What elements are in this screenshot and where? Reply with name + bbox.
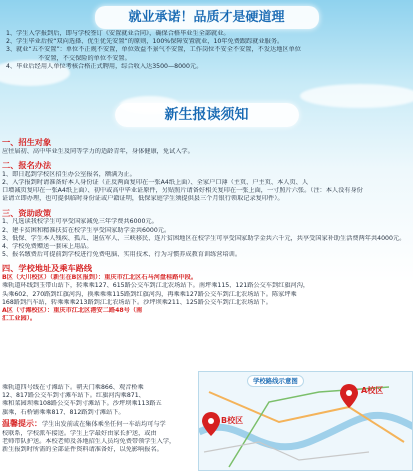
section-text: 证请立即办理，也可提供临时身份证或户籍证明，低保家庭学生须提供县三个月银行领取记录复印件）。 xyxy=(2,195,284,203)
route-text: 乘轨道四号线在寸滩站下。朝天门乘866、观音桥乘 xyxy=(2,384,144,391)
map-title: 学校路线示意图 xyxy=(247,375,304,387)
campus-a-address: 汇工业园）。 xyxy=(2,315,37,323)
route-text: 旗乘，石桥铺乘乘817、812路到寸滩站下。 xyxy=(2,408,125,416)
promise-item: 1、学生入学报到后，即与学校签订《安置就业合同》，确保合格毕业生全部就业。 xyxy=(6,30,230,37)
section-text: 应往届初、高中毕业生及同等学力的适龄青年，身体健康，免试入学。 xyxy=(2,147,194,155)
section-text: 3、低保、学生本人残疾、孤儿、退伍军人、三峡移民、连片贫困地区在校学生可享受国家助学金共六千元，共享受国家补助生活费两年共4000元。 xyxy=(2,234,406,242)
section-text: 乘轨道环线到玉带山站下，转乘乘127、615路公交车到江北农场站下。南坪乘115、121路公交车到红旗河沟， xyxy=(2,282,310,290)
promise-item: 2、学生毕业后按“双向选择、优生优先安置”的原则，100%保障安置就业，10年免费跟踪就业服务。 xyxy=(6,38,284,46)
section-text: 1、凡选读我校学生可享受国家减免三年学费共6000元。 xyxy=(2,218,158,226)
promise-item: 4、毕业后经用人单位考核合格正式聘用，综合收入达3500—8000元。 xyxy=(6,62,203,70)
campus-a-address: A区（寸滩校区）：重庆市江北区港安二路48号（南 xyxy=(2,306,143,314)
route-map xyxy=(198,371,413,471)
tip-text: 老师带队护送。本校老师及各地招生人员均免费带领学生入学， xyxy=(2,437,176,445)
tip-title: 温馨提示： xyxy=(2,419,42,428)
route-text: 12、817路公交车到寸滩车站下。红旗河沟乘871、 xyxy=(2,392,145,400)
tip-text: 新生报到时所需的全部证件资料请准备好，以免影响报名。 xyxy=(2,445,163,453)
employment-promise-banner: 就业承诺！品质才是硬道理 xyxy=(94,6,318,29)
tip-text: 校联系，学校派车接送。学生上学最好由家长护送，或由 xyxy=(2,429,157,437)
section-text: 4、学校免费赠送一套床上用品。 xyxy=(2,242,93,250)
section-text: 2、建卡贫困和精准扶贫在校学生享受国家助学金共6000元。 xyxy=(2,226,171,234)
enrollment-notice-banner: 新生报读须知 xyxy=(115,103,299,127)
promise-list xyxy=(6,30,410,71)
promise-item: 3、就业“五不安置”：单位不正规不安置，单位效益不景气不安置，工作岗位不安全不安置，不发达地区单位 xyxy=(6,46,301,54)
campus-b-label: B校区 xyxy=(221,416,244,425)
section-title: 四、学校地址及乘车路线 xyxy=(2,263,93,274)
section-text: 口增减页复印在一张A4纸上面）、初中或高中毕业证原件，另贴照片请备好相关复印在一张上面，一寸照片六张。（注：本人没有身份 xyxy=(2,187,363,195)
section-title: 三、资助政策 xyxy=(2,207,52,218)
section-text: 2、入学报到时请准备好本人身份证（正反两面复印在一张A4纸上面）、全家户口薄（主页、户主页、本人页、人 xyxy=(2,179,309,187)
route-text: 乘和菜园坝乘108路公交车到寸滩站下。沙坪坝乘113路五 xyxy=(2,400,162,408)
section-title: 一、招生对象 xyxy=(2,137,52,147)
cloud xyxy=(300,84,413,108)
warm-tip xyxy=(2,419,198,454)
tip-text: 学生出发前或在集体乘坐任何一车站均可与学 xyxy=(42,421,166,428)
section-text: 5、报名缴费后可提前到学校进行免费电脑、实用技术、行为习惯养成教育训练营培训。 xyxy=(2,251,242,259)
campus-a-label: A校区 xyxy=(361,386,384,395)
section-title: 二、报名办法 xyxy=(2,160,52,171)
section-text: 头乘602、270路到红旗河沟，换乘乘乘115路到红旗河沟，再乘乘127路公交车到江北农场站下。陈家坪乘 xyxy=(2,290,297,298)
notice-content xyxy=(2,133,413,323)
section-text: 168路到汽车站，转乘乘乘213路到江北农场站下。沙坪坝乘211、125路公交车到江北农场站下。 xyxy=(2,298,272,306)
campus-b-address: B区（大川校区）（新生在B区报到）：重庆市江北区石马河盘桂路中段。 xyxy=(2,274,198,282)
section-text: 1、即日起到学校区招生办公室报名，额满为止。 xyxy=(2,170,136,178)
promise-item: 不安置，不交保险的单位不安置。 xyxy=(38,54,131,62)
campus-a-route xyxy=(2,384,198,417)
